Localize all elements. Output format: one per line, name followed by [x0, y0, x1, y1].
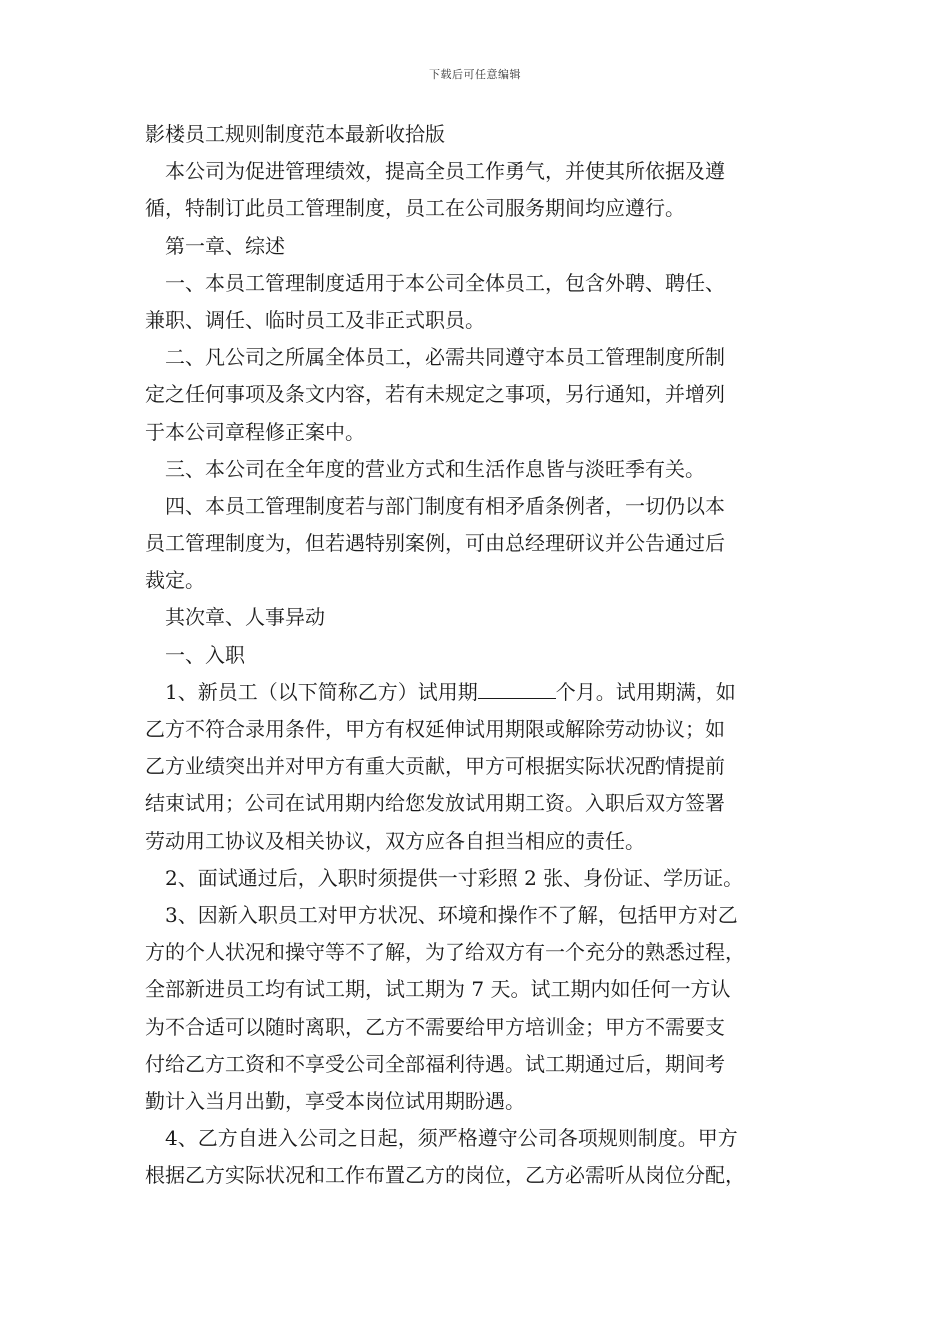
chapter1-item1-line1: 一、本员工管理制度适用于本公司全体员工，包含外聘、聘任、 [165, 270, 725, 295]
document-body [145, 116, 813, 1194]
chapter1-item4-line1: 四、本员工管理制度若与部门制度有相矛盾条例者，一切仍以本 [165, 493, 725, 518]
section1-item3-line2: 方的个人状况和操守等不了解，为了给双方有一个充分的熟悉过程， [145, 940, 745, 965]
document-title: 影楼员工规则制度范本最新收拾版 [145, 122, 445, 146]
intro-line-2: 循，特制订此员工管理制度，员工在公司服务期间均应遵行。 [145, 196, 685, 221]
section1-item3-line6: 勤计入当月出勤，享受本岗位试用期盼遇。 [145, 1088, 525, 1113]
header-note: 下载后可任意编辑 [429, 68, 521, 81]
section1-item1-line5: 劳动用工协议及相关协议，双方应各自担当相应的责任。 [145, 828, 645, 853]
section1-item3-line5: 付给乙方工资和不享受公司全部福利待遇。试工期通过后，期间考 [145, 1051, 725, 1076]
intro-line-1: 本公司为促进管理绩效，提高全员工作勇气，并使其所依据及遵 [165, 159, 725, 184]
section1-item2-line1: 2、面试通过后，入职时须提供一寸彩照 2 张、身份证、学历证。 [165, 865, 744, 890]
chapter1-item1-line2: 兼职、调任、临时员工及非正式职员。 [145, 307, 485, 332]
chapter1-item3-line1: 三、本公司在全年度的营业方式和生活作息皆与淡旺季有关。 [165, 456, 705, 481]
item1-text-after-blank: 个月。试用期满，如 [555, 679, 736, 704]
section1-item4-line2: 根据乙方实际状况和工作布置乙方的岗位，乙方必需听从岗位分配， [145, 1163, 745, 1188]
chapter1-item2-line3: 于本公司章程修正案中。 [145, 419, 365, 444]
section1-item3-line4: 为不合适可以随时离职，乙方不需要给甲方培训金；甲方不需要支 [145, 1014, 725, 1039]
item1-text-before-blank: 1、新员工（以下简称乙方）试用期 [165, 679, 478, 704]
section1-item4-line1: 4、乙方自进入公司之日起，须严格遵守公司各项规则制度。甲方 [165, 1126, 738, 1151]
section1-item1-line1 [145, 674, 813, 711]
section1-heading: 一、入职 [165, 642, 245, 667]
chapter1-item2-line2: 定之任何事项及条文内容，若有未规定之事项，另行通知，并增列 [145, 382, 725, 407]
probation-months-blank[interactable] [478, 676, 556, 699]
chapter1-item2-line1: 二、凡公司之所属全体员工，必需共同遵守本员工管理制度所制 [165, 345, 725, 370]
section1-item3-line1: 3、因新入职员工对甲方状况、环境和操作不了解，包括甲方对乙 [165, 902, 738, 927]
chapter1-item4-line3: 裁定。 [145, 568, 205, 593]
chapter1-heading: 第一章、综述 [165, 233, 285, 258]
section1-item1-line3: 乙方业绩突出并对甲方有重大贡献，甲方可根据实际状况酌情提前 [145, 754, 725, 779]
chapter1-item4-line2: 员工管理制度为，但若遇特别案例，可由总经理研议并公告通过后 [145, 531, 725, 556]
section1-item1-line4: 结束试用；公司在试用期内给您发放试用期工资。入职后双方签署 [145, 791, 725, 816]
section1-item1-line2: 乙方不符合录用条件，甲方有权延伸试用期限或解除劳动协议；如 [145, 717, 725, 741]
section1-item3-line3: 全部新进员工均有试工期，试工期为 7 天。试工期内如任何一方认 [145, 977, 731, 1002]
chapter2-heading: 其次章、人事异动 [165, 605, 325, 630]
